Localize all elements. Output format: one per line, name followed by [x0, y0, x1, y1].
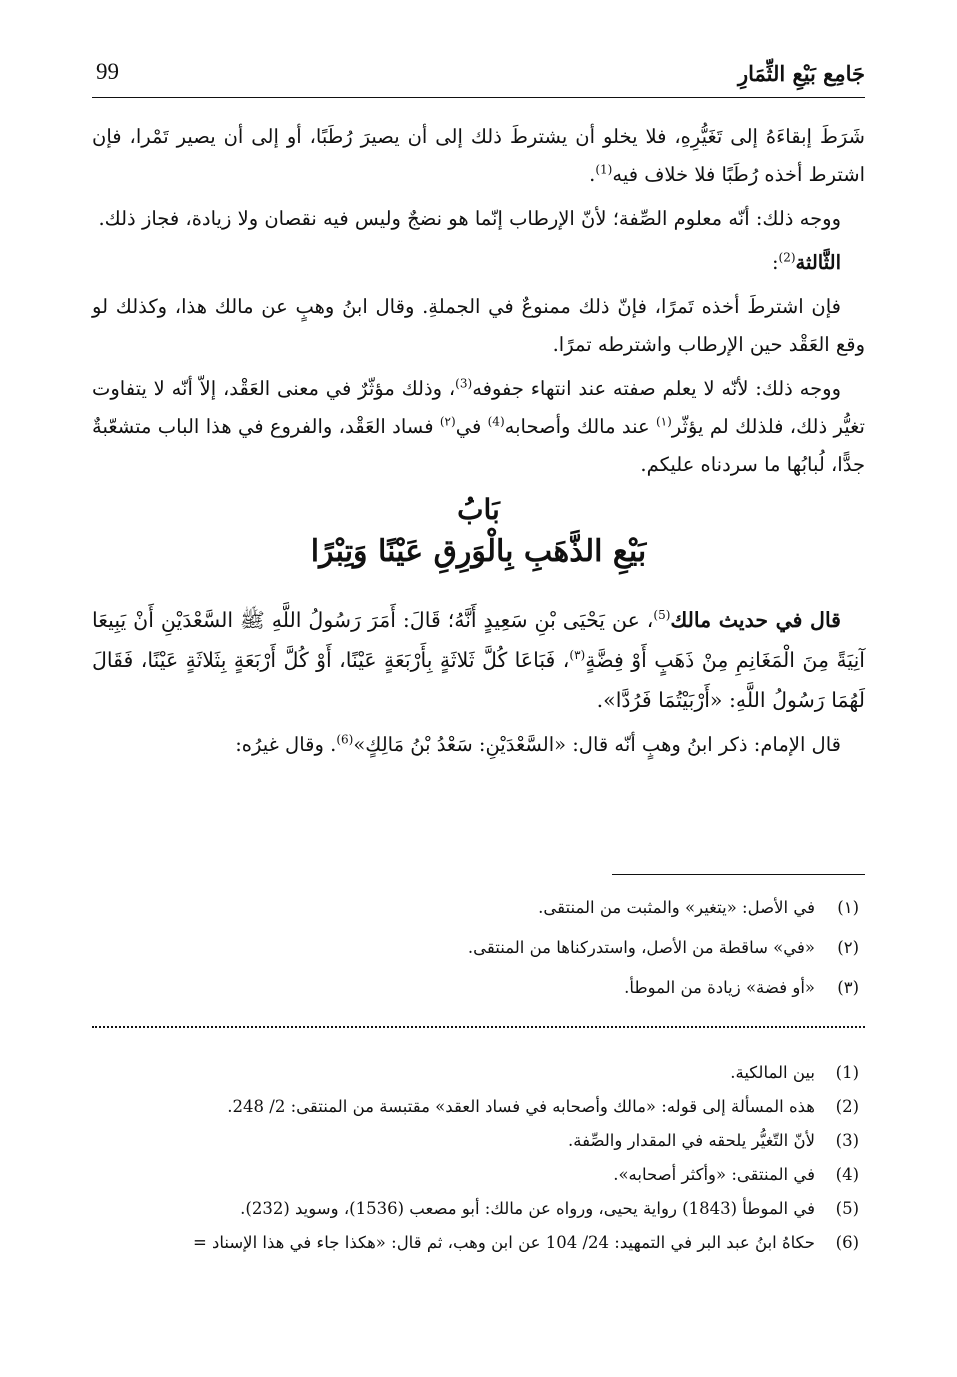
footnote-rule [612, 874, 865, 875]
page-header [92, 55, 865, 95]
page-number: 99 [96, 59, 119, 84]
footnote-item: (2) هذه المسألة إلى قوله: «مالك وأصحابه في فساد العقد» مقتبسة من المنتقى: 2/ 248. [227, 1097, 859, 1116]
paragraph-4: ووجه ذلك: لأنّه لا يعلم صفته عند انتهاء جفوفه$^{(3)}$، وذلك مؤثّرٌ في معنى العَقْد، إلاّ أنّه لا يتفاوت تغيُّر ذلك، فلذلك لم يؤثّر$^{(١)}$ عند مالك وأصحابه$^{(4)}$ في$^{(٢)}$ فساد العَقْد، والفروع في هذا الباب متشعّبةٌ جدًّا، لُبابُها ما سردناه عليكم. [92, 376, 865, 476]
running-title: جَامِع بَيْعِ الثِّمَارِ [737, 61, 865, 86]
footnote-item: (3) لأنّ التّغيُّر يلحقه في المقدار والصِّفة. [568, 1131, 859, 1150]
footnote-item: (٢) «في» ساقطة من الأصل، واستدركناها من المنتقى. [467, 938, 859, 957]
footnote-item: (5) في الموطأ (1843) رواية يحيى، ورواه عن مالك: أبو مصعب (1536)، وسويد (232). [240, 1199, 859, 1218]
footnote-item: (1) بين المالكية. [730, 1063, 859, 1082]
paragraph-1: شَرَطَ إبقاءَهُ إلى تَغَيُّرِهِ، فلا يخلو أن يشترطَ ذلك إلى أن يصيرَ رُطَبًا، أو إلى أن يصير تَمْرا، فإن اشترط أخذه رُطَبًا فلا خلاف فيه$^{(1)}$. [92, 125, 865, 186]
footnote-item: (6) حكاهُ ابنُ عبد البر في التمهيد: 24/ 104 عن ابن وهب، ثم قال: «هكذا جاء في هذا الإسناد = [192, 1233, 859, 1252]
chapter-label: بَابُ [457, 493, 500, 526]
imam-paragraph: قال الإمام: ذكر ابنُ وهبٍ أنّه قال: «السَّعْدَيْنِ: سَعْدُ بْنُ مَالِكٍ»$^{(6)}$. وقال غيرُه: [235, 732, 841, 756]
footnote-dotted-separator [92, 1026, 865, 1028]
chapter-title: بَيْعِ الذَّهَبِ بِالْوَرِقِ عَيْنًا وَتِبْرًا [310, 534, 647, 569]
section-heading-third: الثَّالثة$^{(2)}$: [771, 250, 841, 274]
paragraph-3: فإن اشترطَ أخذه تَمرًا، فإنّ ذلك ممنوعٌ في الجملةِ. وقال ابنُ وهبٍ عن مالك هذا، وكذلك لو وقع العَقْد حين الإرطاب واشترطه تمرًا. [92, 295, 865, 356]
hadith-paragraph: قال في حديث مالك$^{(5)}$، عن يَحْيَى بْنِ سَعِيدٍ أَنَّهُ؛ قَالَ: أَمَرَ رَسُولُ اللَّهِ ﷺ السَّعْدَيْنِ أَنْ يَبِيعَا آنِيَةً مِنَ الْمَغَانِمِ مِنْ ذَهَبٍ أَوْ فِضَّةٍ$^{(٣)}$، فَبَاعَا كُلَّ ثَلاثَةٍ بِأَرْبَعَةٍ عَيْنًا، أَوْ كُلَّ أَرْبَعَةٍ بِثَلاثَةٍ عَيْنًا، فَقَالَ لَهُمَا رَسُولُ اللَّهِ: «أَرْبَيْتُمَا فَرُدَّا». [92, 608, 865, 712]
footnotes-secondary [92, 1056, 865, 1260]
paragraph-2: ووجه ذلك: أنّه معلوم الصِّفة؛ لأنّ الإرطاب إنّما هو نضجٌ وليس فيه نقصان ولا زيادة، فجاز ذلك. [98, 207, 841, 230]
main-text [92, 118, 865, 770]
header-rule [92, 97, 865, 98]
footnote-item: (٣) «أو فضة» زيادة من الموطأ. [624, 978, 859, 997]
footnote-item: (١) في الأصل: «يتغير» والمثبت من المنتقى. [538, 898, 859, 917]
footnotes-main [92, 888, 865, 1008]
footnote-item: (4) في المنتقى: «وأكثر أصحابه». [613, 1165, 859, 1184]
chapter-heading [92, 490, 865, 574]
